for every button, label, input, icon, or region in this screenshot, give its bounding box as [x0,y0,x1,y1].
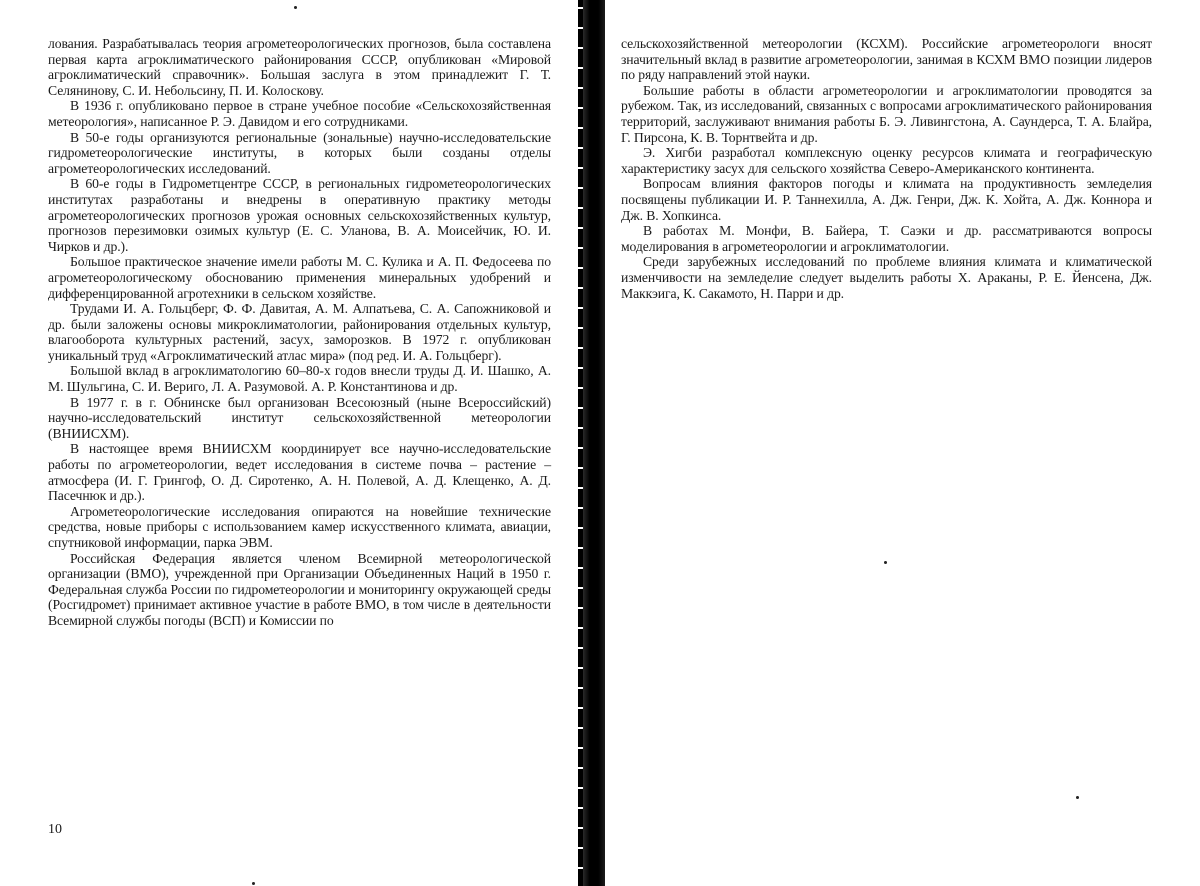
page-number: 10 [48,822,62,838]
paragraph: Среди зарубежных исследований по проблеме влияния климата и климатической изменчивости на земледелие следует выделить работы Х. Араканы, Р. Е. Йенсена, Дж. Маккэига, К. Сакамото, Н. Парри и др. [621,254,1152,301]
paragraph: сельскохозяйственной метеорологии (КСХМ). Российские агрометеорологи вносят значительный вклад в развитие агрометеорологии, занимая в КСХМ ВМО позиции лидеров по ряду направлений этой науки. [621,36,1152,83]
paragraph: В 1936 г. опубликовано первое в стране учебное пособие «Сельскохозяйственная метеорология», написанное Р. Э. Давидом и его сотрудниками. [48,98,551,129]
book-spread [0,0,1200,886]
paragraph: Большое практическое значение имели работы М. С. Кулика и А. П. Федосеева по агрометеорологическому обоснованию применения минеральных удобрений и дифференцированной агротехники в сельском хозяйстве. [48,254,551,301]
scan-speck [1076,796,1079,799]
paragraph: Э. Хигби разработал комплексную оценку ресурсов климата и географическую характеристику засух для сельского хозяйства Северо-Американского континента. [621,145,1152,176]
paragraph: Большой вклад в агроклиматологию 60–80-х годов внесли труды Д. И. Шашко, А. М. Шульгина, С. И. Вериго, Л. А. Разумовой. А. Р. Константинова и др. [48,363,551,394]
paragraph: Трудами И. А. Гольцберг, Ф. Ф. Давитая, А. М. Алпатьева, С. А. Сапожниковой и др. были заложены основы микроклиматологии, районирования отдельных культур, влагооборота культурных растений, засух, заморозков. В 1972 г. опубликован уникальный труд «Агроклиматический атлас мира» (под ред. И. А. Гольцберг). [48,301,551,363]
paragraph: Агрометеорологические исследования опираются на новейшие технические средства, новые приборы с использованием камер искусственного климата, авиации, спутниковой информации, парка ЭВМ. [48,504,551,551]
paragraph: лования. Разрабатывалась теория агрометеорологических прогнозов, была составлена первая карта агроклиматического районирования СССР, опубликован «Мировой агроклиматический справочник». Большая заслуга в этом принадлежит Г. Т. Селянинову, С. И. Небольсину, П. И. Колоскову. [48,36,551,98]
paragraph: В 60-е годы в Гидрометцентре СССР, в региональных гидрометеорологических институтах разработаны и внедрены в оперативную практику методы агрометеорологических прогнозов урожая основных сельскохозяйственных культур, прогнозов перезимовки озимых культур (Е. С. Уланова, В. А. Моисейчик, Ю. И. Чирков и др.). [48,176,551,254]
scan-speck [294,6,297,9]
paragraph: В настоящее время ВНИИСХМ координирует все научно-исследовательские работы по агрометеорологии, ведет исследования в системе почва – растение – атмосфера (И. Г. Грингоф, О. Д. Сиротенко, А. Н. Полевой, А. Д. Клещенко, А. Д. Пасечнюк и др.). [48,441,551,503]
right-page [621,36,1152,301]
book-gutter [583,0,605,886]
paragraph: В 50-е годы организуются региональные (зональные) научно-исследовательские гидрометеорологические институты, в которых были созданы отделы агрометеорологических исследований. [48,130,551,177]
scan-speck [252,882,255,885]
paragraph: В 1977 г. в г. Обнинске был организован Всесоюзный (ныне Всероссийский) научно-исследовательский институт сельскохозяйственной метеорологии (ВНИИСХМ). [48,395,551,442]
paragraph: В работах М. Монфи, В. Байера, Т. Саэки и др. рассматриваются вопросы моделирования в агрометеорологии и агроклиматологии. [621,223,1152,254]
paragraph: Российская Федерация является членом Всемирной метеорологической организации (ВМО), учрежденной при Организации Объединенных Наций в 1950 г. Федеральная служба России по гидрометеорологии и мониторингу окружающей среды (Росгидромет) принимает активное участие в работе ВМО, в том числе в деятельности Всемирной службы погоды (ВСП) и Комиссии по [48,551,551,629]
left-page [48,36,551,629]
paragraph: Вопросам влияния факторов погоды и климата на продуктивность земледелия посвящены публикации И. Р. Таннехилла, А. Дж. Генри, Дж. К. Хойта, А. Дж. Коннора и Дж. В. Хопкинса. [621,176,1152,223]
paragraph: Большие работы в области агрометеорологии и агроклиматологии проводятся за рубежом. Так, из исследований, связанных с вопросами агроклиматического районирования территорий, заслуживают внимания работы Б. Э. Ливингстона, А. Саундерса, Т. А. Блайра, Г. Пирсона, К. В. Торнтвейта и др. [621,83,1152,145]
scan-speck [884,561,887,564]
